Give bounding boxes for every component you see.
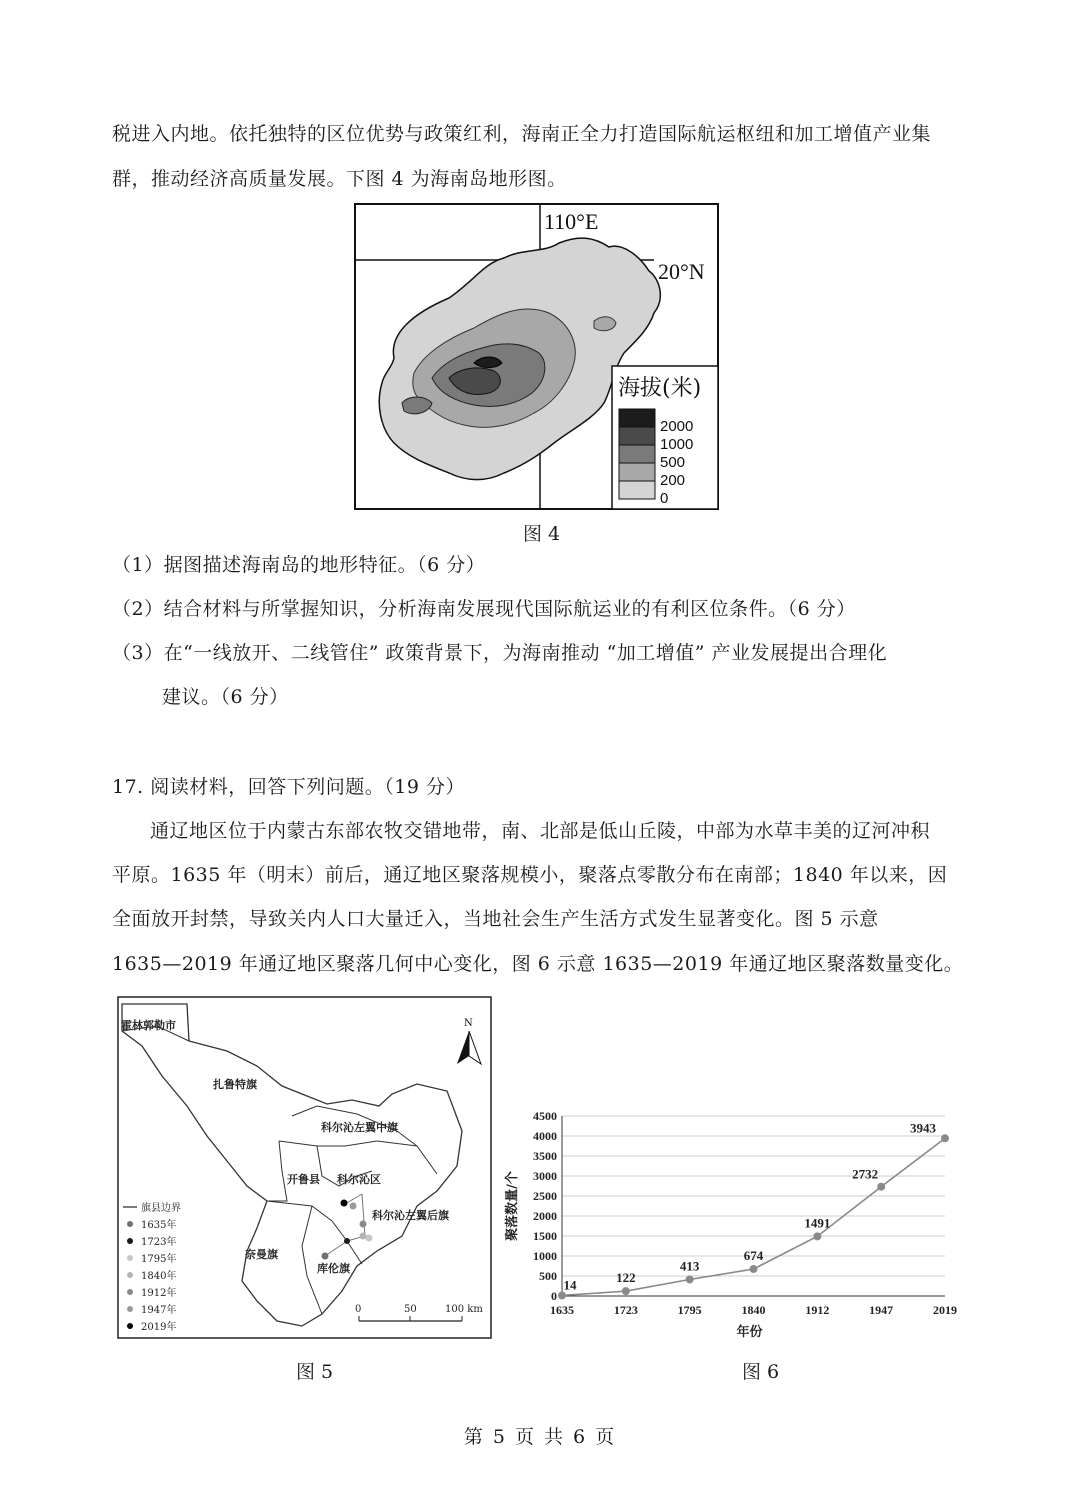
legend-swatch-500 bbox=[619, 445, 655, 463]
legend-dot-1723 bbox=[127, 1238, 133, 1244]
settlement-count-chart bbox=[500, 1100, 970, 1345]
legend-dot-2019 bbox=[127, 1323, 133, 1329]
centroid-1723 bbox=[344, 1238, 350, 1244]
question-16-2: （2）结合材料与所掌握知识，分析海南发展现代国际航运业的有利区位条件。（6 分） bbox=[112, 598, 856, 620]
region-label-huolinguole: 霍林郭勒市 bbox=[121, 1019, 176, 1032]
data-label: 14 bbox=[563, 1277, 577, 1293]
data-label: 3943 bbox=[910, 1120, 936, 1136]
figure-4-caption: 图 4 bbox=[523, 523, 561, 545]
data-point bbox=[558, 1291, 566, 1299]
y-tick-label: 3000 bbox=[533, 1169, 557, 1183]
y-tick-label: 0 bbox=[551, 1289, 557, 1303]
x-axis-label: 年份 bbox=[736, 1325, 763, 1340]
legend-value-200: 200 bbox=[660, 472, 686, 489]
data-label: 2732 bbox=[852, 1166, 879, 1182]
legend-value-0: 0 bbox=[660, 490, 669, 507]
legend-year-1795: 1795年 bbox=[141, 1254, 177, 1265]
paragraph-line-1: 税进入内地。依托独特的区位优势与政策红利，海南正全力打造国际航运枢纽和加工增值产业集 bbox=[112, 123, 932, 145]
y-axis-label: 聚落数量/个 bbox=[505, 1171, 520, 1241]
data-label: 1491 bbox=[804, 1215, 831, 1231]
y-tick-label: 3500 bbox=[533, 1149, 557, 1163]
legend-dot-1912 bbox=[127, 1289, 133, 1295]
paragraph-line-2: 群，推动经济高质量发展。下图 4 为海南岛地形图。 bbox=[112, 168, 567, 190]
region-label-keerqin-zuoyi-zhong: 科尔沁左翼中旗 bbox=[321, 1121, 398, 1134]
question-17-line-2: 平原。1635 年（明末）前后，通辽地区聚落规模小，聚落点零散分布在南部；1840 年以来，因 bbox=[112, 864, 948, 886]
y-tick-label: 1500 bbox=[533, 1229, 557, 1243]
legend-swatch-0 bbox=[619, 481, 655, 499]
x-tick-label: 1723 bbox=[613, 1303, 638, 1317]
legend-value-2000: 2000 bbox=[660, 418, 694, 435]
centroid-1840 bbox=[360, 1233, 367, 1240]
y-tick-label: 500 bbox=[539, 1269, 557, 1283]
region-label-naiman: 奈曼旗 bbox=[245, 1248, 278, 1261]
scale-50: 50 bbox=[404, 1304, 417, 1315]
question-17-line-4: 1635—2019 年通辽地区聚落几何中心变化，图 6 示意 1635—2019 年通辽地区聚落数量变化。 bbox=[112, 953, 964, 975]
data-point bbox=[622, 1287, 630, 1295]
legend-value-500: 500 bbox=[660, 454, 686, 471]
scale-100: 100 km bbox=[445, 1304, 483, 1315]
x-tick-label: 1947 bbox=[869, 1303, 894, 1317]
x-tick-label: 1840 bbox=[741, 1303, 766, 1317]
legend-year-1912: 1912年 bbox=[141, 1288, 177, 1299]
hainan-terrain-map bbox=[354, 203, 719, 510]
centroid-1947 bbox=[350, 1203, 357, 1210]
centroid-2019 bbox=[341, 1200, 348, 1207]
y-tick-label: 2500 bbox=[533, 1189, 557, 1203]
data-point bbox=[941, 1134, 949, 1142]
legend-year-1947: 1947年 bbox=[141, 1305, 177, 1316]
x-tick-label: 1912 bbox=[805, 1303, 830, 1317]
x-tick-label: 2019 bbox=[933, 1303, 957, 1317]
legend-value-1000: 1000 bbox=[660, 436, 694, 453]
centroid-1912 bbox=[360, 1221, 367, 1228]
tongliao-settlement-map bbox=[117, 996, 492, 1339]
legend-dot-1840 bbox=[127, 1272, 133, 1278]
region-label-kulun: 库伦旗 bbox=[317, 1262, 350, 1275]
data-point bbox=[877, 1183, 885, 1191]
y-tick-label: 4500 bbox=[533, 1109, 557, 1123]
region-label-keerqin: 科尔沁区 bbox=[337, 1173, 381, 1186]
legend-year-2019: 2019年 bbox=[141, 1322, 177, 1333]
data-label: 413 bbox=[679, 1258, 700, 1274]
legend-dot-1635 bbox=[127, 1221, 133, 1227]
legend-title: 海拔(米) bbox=[618, 376, 702, 401]
data-point bbox=[813, 1232, 821, 1240]
region-label-zhalute: 扎鲁特旗 bbox=[213, 1078, 257, 1091]
legend-swatch-1000 bbox=[619, 427, 655, 445]
centroid-1795 bbox=[366, 1235, 373, 1242]
figure-6-caption: 图 6 bbox=[742, 1361, 780, 1383]
figure-5-caption: 图 5 bbox=[296, 1361, 334, 1383]
data-label: 674 bbox=[743, 1248, 764, 1264]
y-tick-label: 4000 bbox=[533, 1129, 557, 1143]
legend-boundary: 旗县边界 bbox=[141, 1203, 181, 1214]
x-tick-label: 1795 bbox=[677, 1303, 702, 1317]
centroid-1635 bbox=[322, 1253, 329, 1260]
north-label: N bbox=[464, 1018, 473, 1029]
latitude-label: 20°N bbox=[658, 259, 705, 284]
y-tick-label: 2000 bbox=[533, 1209, 557, 1223]
data-point bbox=[750, 1265, 758, 1273]
data-point bbox=[686, 1275, 694, 1283]
legend-dot-1795 bbox=[127, 1255, 133, 1261]
legend-swatch-2000 bbox=[619, 409, 655, 427]
legend-year-1635: 1635年 bbox=[141, 1220, 177, 1231]
legend-dot-1947 bbox=[127, 1306, 133, 1312]
legend-year-1723: 1723年 bbox=[141, 1237, 177, 1248]
question-17-line-1: 通辽地区位于内蒙古东部农牧交错地带，南、北部是低山丘陵，中部为水草丰美的辽河冲积 bbox=[150, 820, 931, 842]
question-16-3-cont: 建议。（6 分） bbox=[162, 686, 289, 708]
y-tick-label: 1000 bbox=[533, 1249, 557, 1263]
x-tick-label: 1635 bbox=[550, 1303, 574, 1317]
elevation-legend bbox=[612, 366, 718, 509]
question-17-line-3: 全面放开封禁，导致关内人口大量迁入，当地社会生产生活方式发生显著变化。图 5 示意 bbox=[112, 908, 879, 930]
longitude-label: 110°E bbox=[544, 209, 599, 234]
question-17-heading: 17. 阅读材料，回答下列问题。（19 分） bbox=[112, 776, 465, 798]
region-label-keerqin-zuoyi-hou: 科尔沁左翼后旗 bbox=[372, 1209, 449, 1222]
question-16-3: （3）在“一线放开、二线管住” 政策背景下，为海南推动 “加工增值” 产业发展提出合理化 bbox=[112, 642, 888, 664]
question-16-1: （1）据图描述海南岛的地形特征。（6 分） bbox=[112, 554, 486, 576]
data-label: 122 bbox=[616, 1270, 636, 1286]
legend-swatch-200 bbox=[619, 463, 655, 481]
page-footer: 第 5 页 共 6 页 bbox=[463, 1426, 617, 1448]
scale-0: 0 bbox=[355, 1304, 362, 1315]
region-label-kailu: 开鲁县 bbox=[287, 1173, 320, 1186]
legend-year-1840: 1840年 bbox=[141, 1271, 177, 1282]
